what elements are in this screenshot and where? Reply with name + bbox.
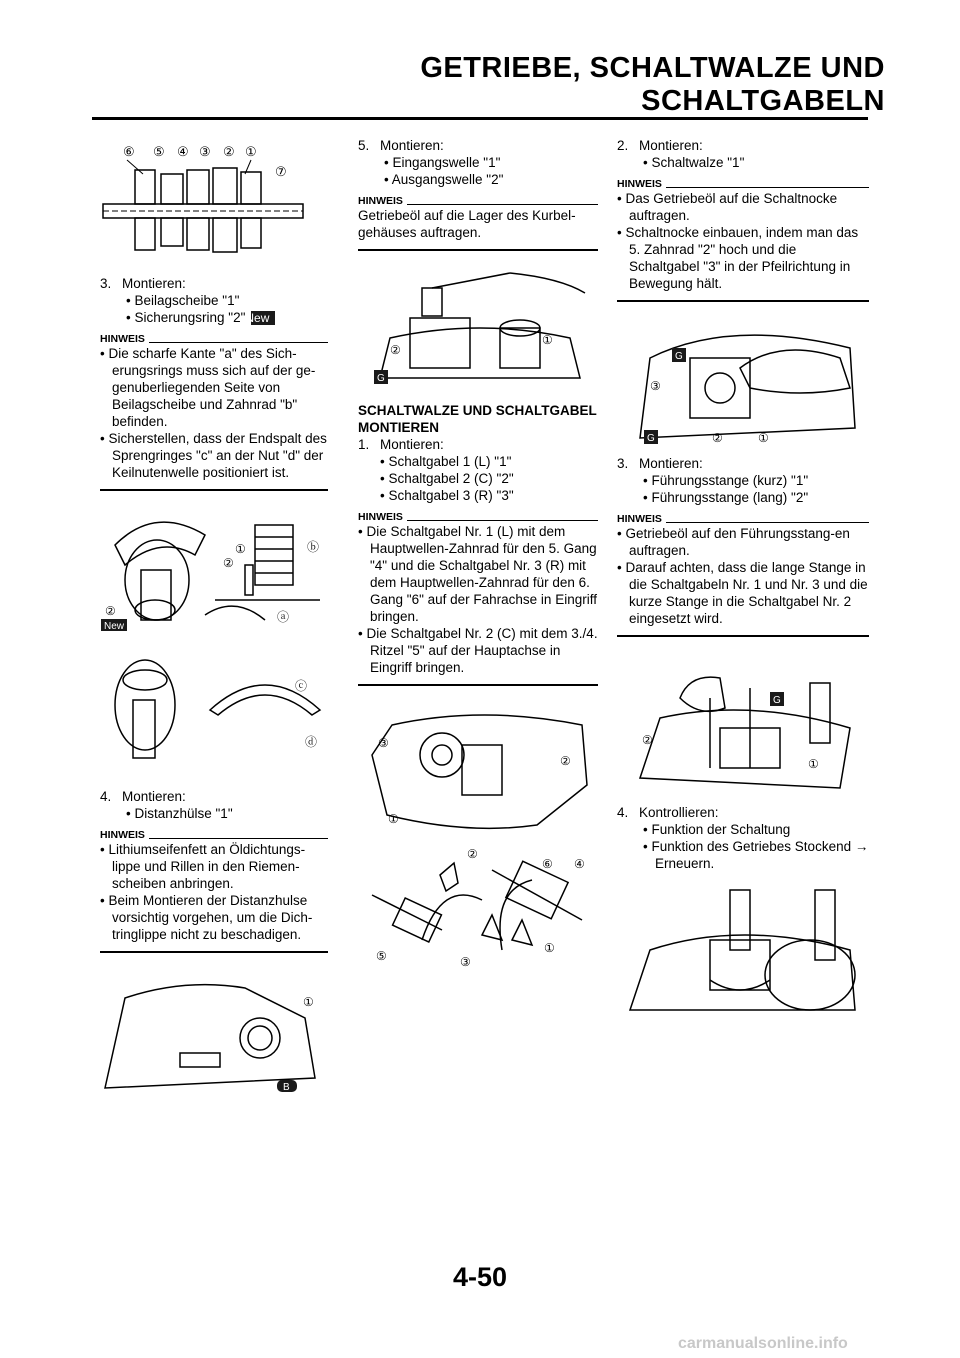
figure-circlip: [95, 505, 325, 635]
list-item: • Schaltgabel 3 (R) "3": [380, 488, 514, 503]
figure-shift-drum: [620, 318, 865, 448]
step-number: 4.: [100, 789, 112, 804]
note-item: • Die Schaltgabel Nr. 2 (C) mit dem 3./4. Ritzel "5" auf der Hauptachse in Eingriff bringen.: [358, 626, 598, 675]
list-item: • Führungsstange (kurz) "1": [643, 473, 809, 488]
hinweis-header: HINWEIS: [358, 512, 598, 523]
figure-gap: [105, 650, 330, 760]
hinweis-header: HINWEIS: [100, 830, 328, 841]
callout: ①: [758, 431, 769, 445]
callout: ①: [542, 333, 553, 347]
callout: ①: [235, 542, 246, 556]
step-number: 4.: [617, 805, 629, 820]
step-number: 1.: [358, 437, 370, 452]
note-item: • Die Schaltgabel Nr. 1 (L) mit dem Hauptwellen-Zahnrad für den 5. Gang "4" und die Schaltgabel Nr. 3 (R) mit dem Hauptwellen-Zahnrad für den 6. Gang "6" auf der Fahrachse in Eingriff bringen.: [358, 524, 597, 624]
callout: ②: [223, 144, 235, 159]
note-end-rule: [358, 684, 598, 686]
callout: ⓐ: [277, 610, 290, 624]
callout: ②: [712, 431, 723, 445]
hinweis-header: HINWEIS: [617, 179, 869, 190]
note-item: • Das Getriebeöl auf die Schaltnocke auftragen.: [617, 191, 838, 223]
callout: ③: [460, 955, 471, 969]
callout: ⑦: [275, 164, 287, 179]
step-number: 5.: [358, 138, 370, 153]
section-heading: SCHALTWALZE UND SCHALTGABEL MONTIEREN: [358, 403, 597, 435]
note-item: • Schaltnocke einbauen, indem man das 5. Zahnrad "2" hoch und die Schaltgabel "3" in der Pfeilrichtung in Bewegung hält.: [617, 225, 859, 291]
callout: ②: [560, 754, 571, 768]
callout: ②: [642, 733, 653, 747]
callout: ②: [105, 604, 116, 618]
callout: ③: [650, 379, 661, 393]
note-text: Getriebeöl auf die Lager des Kurbel-gehäuses auftragen.: [358, 208, 576, 240]
list-item: • Eingangswelle "1": [384, 155, 501, 170]
note-end-rule: [100, 951, 328, 953]
hinweis-header: HINWEIS: [617, 514, 869, 525]
callout: ②: [223, 556, 234, 570]
callout: G: [675, 351, 683, 362]
note-item: • Beim Montieren der Distanzhulse vorsichtig vorgehen, um die Dich-tringlippe nicht zu beschadigen.: [100, 893, 313, 942]
callout: ①: [808, 757, 819, 771]
note-item: • Sicherstellen, dass der Endspalt des Sprengringes "c" an der Nut "d" der Keilnutenwelle positioniert ist.: [100, 431, 327, 480]
callout: B: [283, 1082, 290, 1093]
step-label: Montieren:: [380, 437, 444, 452]
note-item: • Darauf achten, dass die lange Stange in die Schaltgabeln Nr. 1 und Nr. 3 und die kurze Stange in die Schaltgabel Nr. 2 eingesetzt wird.: [617, 560, 868, 626]
callout: ⓒ: [295, 679, 308, 693]
new-badge: New: [104, 621, 125, 632]
callout: G: [773, 695, 781, 706]
list-item: • Distanzhülse "1": [126, 806, 233, 821]
step-label: Kontrollieren:: [639, 805, 719, 820]
figure-collar: [95, 968, 325, 1098]
watermark: carmanualsonline.info: [678, 1335, 848, 1352]
step-number: 3.: [617, 456, 629, 471]
callout: ①: [544, 941, 555, 955]
figure-forks-installed: [362, 705, 597, 830]
callout: ④: [574, 857, 585, 871]
callout: ⓑ: [307, 540, 320, 554]
list-item: • Sicherungsring "2"New: [100, 309, 328, 326]
note-end-rule: [617, 635, 869, 637]
page-number: 4-50: [452, 1262, 508, 1292]
callout: G: [377, 373, 385, 384]
callout: ⑤: [376, 949, 387, 963]
step-label: Montieren:: [122, 789, 186, 804]
figure-shafts-install: [360, 268, 595, 393]
note-item: • Getriebeöl auf den Führungsstang-en auftragen.: [617, 526, 850, 558]
callout: ①: [303, 995, 314, 1009]
hinweis-header: HINWEIS: [358, 196, 598, 207]
note-end-rule: [617, 300, 869, 302]
new-badge: New: [251, 311, 275, 325]
note-item: • Lithiumseifenfett an Öldichtungs-lippe und Rillen in den Riemen-scheiben anbringen.: [100, 842, 306, 891]
step-number: 3.: [100, 276, 112, 291]
figure-shaft-assembly: [95, 140, 325, 260]
hinweis-header: HINWEIS: [100, 334, 328, 345]
callout: ⑥: [123, 144, 135, 159]
callout: ③: [199, 144, 211, 159]
callout: ①: [388, 812, 399, 826]
callout: G: [647, 433, 655, 444]
step-number: 2.: [617, 138, 629, 153]
note-end-rule: [358, 249, 598, 251]
callout: ③: [378, 736, 389, 750]
list-item: • Schaltwalze "1": [643, 155, 745, 170]
list-item: • Ausgangswelle "2": [384, 172, 504, 187]
step-label: Montieren:: [639, 138, 703, 153]
list-item: • Schaltgabel 2 (C) "2": [380, 471, 514, 486]
title-rule: [92, 117, 868, 120]
callout: ⓓ: [305, 735, 318, 749]
list-item: • Beilagscheibe "1": [126, 293, 240, 308]
list-item: • Schaltgabel 1 (L) "1": [380, 454, 512, 469]
page-title: GETRIEBE, SCHALTWALZE UND SCHALTGABELN: [420, 52, 885, 117]
figure-guide-rods: [620, 668, 865, 793]
figure-forks-shafts: [362, 840, 597, 970]
callout: ②: [467, 847, 478, 861]
figure-check-operation: [620, 880, 865, 1025]
step-label: Montieren:: [122, 276, 186, 291]
callout: ⑤: [153, 144, 165, 159]
note-item: • Die scharfe Kante "a" des Sich-erungsrings muss sich auf der ge-genuberliegenden Seite von Beilagscheibe und Zahnrad "b" befinden.: [100, 346, 316, 429]
step-label: Montieren:: [380, 138, 444, 153]
list-item: • Funktion des Getriebes Stockend → Erneuern.: [643, 839, 869, 871]
callout: ⑥: [542, 857, 553, 871]
note-end-rule: [100, 489, 328, 491]
callout: ④: [177, 144, 189, 159]
list-item: • Funktion der Schaltung: [643, 822, 791, 837]
callout: ①: [245, 144, 257, 159]
callout: ②: [390, 343, 401, 357]
list-item: • Führungsstange (lang) "2": [643, 490, 809, 505]
step-label: Montieren:: [639, 456, 703, 471]
